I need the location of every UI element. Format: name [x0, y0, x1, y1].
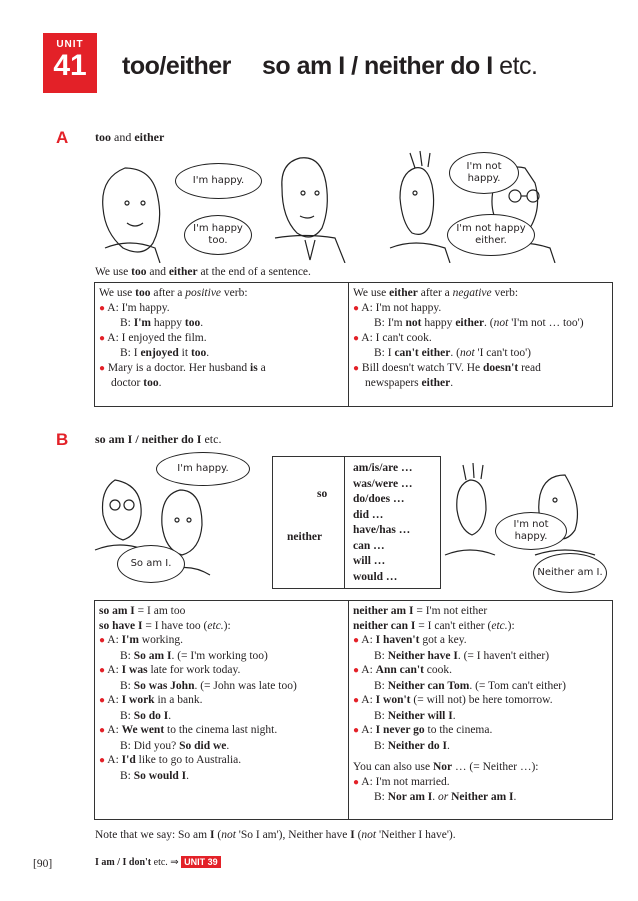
unit-badge — [43, 33, 97, 93]
bubble-so-am-i: So am I. — [117, 545, 185, 583]
table-so: so — [317, 488, 328, 500]
unit-number: 41 — [53, 49, 87, 82]
section-a-letter: A — [56, 128, 69, 147]
verb-forms: am/is/are … was/were … do/does … did … have/has … can … will … would … — [353, 462, 413, 583]
box-divider — [348, 283, 349, 406]
bubble-im-not-happy-either: I'm not happy either. — [447, 214, 535, 256]
box-b-divider — [348, 601, 349, 819]
section-a-box — [94, 282, 613, 407]
bubble-im-happy-too: I'm happy too. — [184, 215, 252, 255]
bubble-im-not-happy: I'm not happy. — [449, 152, 519, 194]
bubble-im-happy: I'm happy. — [175, 163, 262, 199]
note-line: Note that we say: So am I (not 'So I am'), Neither have I (not 'Neither I have'). — [95, 829, 456, 841]
section-b-letter: B — [56, 430, 69, 449]
bubble-b-im-not-happy: I'm not happy. — [495, 512, 567, 550]
unit-label: UNIT — [56, 39, 84, 50]
section-a-heading: too and either — [95, 130, 165, 144]
section-a-intro: We use too and either at the end of a sentence. — [95, 266, 311, 278]
bubble-b-im-happy: I'm happy. — [156, 452, 250, 486]
section-b-heading: so am I / neither do I etc. — [95, 432, 222, 446]
too-column: We use too after a positive verb: ● A: I'm happy. B: I'm happy too. ● A: I enjoyed the film. B: I enjoyed it too. ● Mary is a doctor. Her husband is a doctor too. — [99, 287, 266, 389]
unit-ref-tag[interactable]: UNIT 39 — [181, 856, 221, 868]
section-b-box — [94, 600, 613, 820]
so-neither-table — [272, 456, 441, 589]
cross-reference[interactable]: I am / I don't etc. ⇒ UNIT 39 — [95, 856, 221, 868]
neither-column: neither am I = I'm not either neither can I = I can't either (etc.): ● A: I haven't got a key. B: Neither have I. (= I haven't either) ● A: Ann can't cook. B: Neither can Tom. (= Tom can't either) ● A: I won't (= will not) be here tomorrow. B: Neither will I. ● A: I never go to the cinema. B: Neither do I. You can also use Nor … (= Neither …): ● A: I'm not married. B: Nor am I. or Neither am I. — [353, 605, 566, 803]
either-column: We use either after a negative verb: ● A: I'm not happy. B: I'm not happy either. (not 'I'm not … too') ● A: I can't cook. B: I can't either. (not 'I can't too') ● Bill doesn't watch TV. He doesn't read newspapers either. — [353, 287, 584, 389]
page-number: [90] — [33, 858, 53, 870]
table-neither: neither — [287, 531, 323, 543]
bubble-neither-am-i: Neither am I. — [533, 553, 607, 593]
so-column: so am I = I am too so have I = I have too (etc.): ● A: I'm working. B: So am I. (= I'm working too) ● A: I was late for work today. B: So was John. (= John was late too) ● A: I work in a bank. B: So do I. ● A: We went to the cinema last night. B: Did you? So did we. ● A: I'd like to go to Australia. B: So would I. — [99, 605, 297, 782]
page-title: too/either — [122, 52, 231, 80]
page-subtitle: so am I / neither do I etc. — [262, 52, 538, 80]
